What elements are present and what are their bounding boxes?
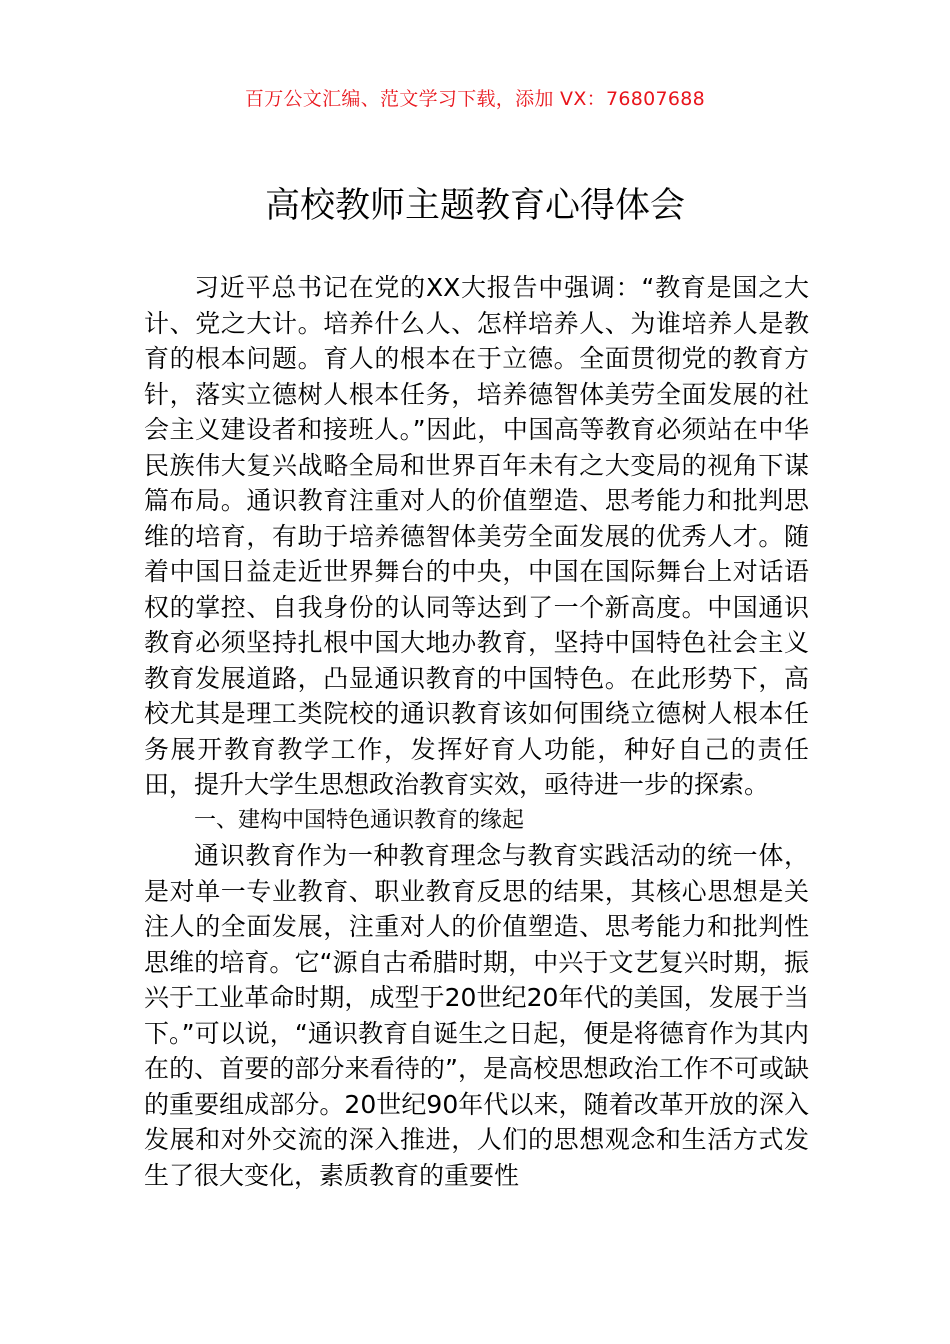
watermark-header: 百万公文汇编、范文学习下载，添加 VX：76807688 <box>244 88 706 110</box>
intro-paragraph: 习近平总书记在党的XX大报告中强调：“教育是国之大计、党之大计。培养什么人、怎样培养人、为谁培养人是教育的根本问题。育人的根本在于立德。全面贯彻党的教育方针，落实立德树人根本任务，培养德智体美劳全面发展的社会主义建设者和接班人。”因此，中国高等教育必须站在中华民族伟大复兴战略全局和世界百年未有之大变局的视角下谋篇布局。通识教育注重对人的价值塑造、思考能力和批判思维的培育，有助于培养德智体美劳全面发展的优秀人才。随着中国日益走近世界舞台的中央，中国在国际舞台上对话语权的掌控、自我身份的认同等达到了一个新高度。中国通识教育必须坚持扎根中国大地办教育，坚持中国特色社会主义教育发展道路，凸显通识教育的中国特色。在此形势下，高校尤其是理工类院校的通识教育该如何围绕立德树人根本任务展开教育教学工作，发挥好育人功能，种好自己的责任田，提升大学生思想政治教育实效，亟待进一步的探索。 <box>144 273 809 799</box>
document-body <box>144 270 809 1193</box>
section-heading: 一、建构中国特色通识教育的缘起 <box>194 807 525 833</box>
section-paragraph: 通识教育作为一种教育理念与教育实践活动的统一体，是对单一专业教育、职业教育反思的结果，其核心思想是关注人的全面发展，注重对人的价值塑造、思考能力和批判性思维的培育。它“源自古希腊时期，中兴于文艺复兴时期，振兴于工业革命时期，成型于20世纪20年代的美国，发展于当下。”可以说，“通识教育自诞生之日起，便是将德育作为其内在的、首要的部分来看待的”，是高校思想政治工作不可或缺的重要组成部分。20世纪90年代以来，随着改革开放的深入发展和对外交流的深入推进，人们的思想观念和生活方式发生了很大变化，素质教育的重要性 <box>144 841 809 1190</box>
document-title: 高校教师主题教育心得体会 <box>264 186 685 226</box>
